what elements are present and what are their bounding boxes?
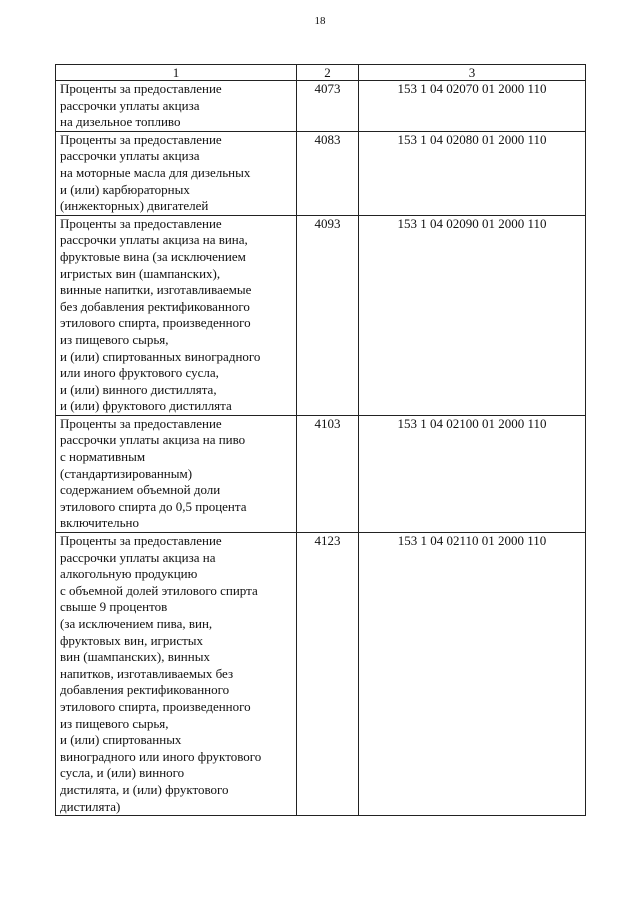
code-cell: 4103 xyxy=(297,415,359,532)
income-name-line: алкогольную продукцию xyxy=(60,566,198,582)
income-name-line: фруктовых вин, игристых xyxy=(60,632,204,648)
income-name-line: фруктовые вина (за исключением xyxy=(60,248,246,264)
income-name-line: этилового спирта, произведенного xyxy=(60,698,251,714)
income-name-line: из пищевого сырья, xyxy=(60,715,169,731)
income-name-line: и (или) фруктового дистиллята xyxy=(60,398,232,414)
table-row xyxy=(56,415,586,532)
table-row xyxy=(56,131,586,215)
income-name-line: дистилята) xyxy=(60,798,121,814)
income-name-line: (стандартизированным) xyxy=(60,465,193,481)
income-name-line: (инжекторных) двигателей xyxy=(60,198,209,214)
column-header-3: 3 xyxy=(359,65,586,81)
table-row xyxy=(56,215,586,415)
page-number: 18 xyxy=(314,15,326,27)
budget-classification-code-cell: 153 1 04 02100 01 2000 110 xyxy=(359,415,586,532)
income-name-cell xyxy=(56,415,297,532)
income-name-line: рассрочки уплаты акциза xyxy=(60,97,200,113)
income-name-line: на моторные масла для дизельных xyxy=(60,164,251,180)
income-name-line: без добавления ректификованного xyxy=(60,298,250,314)
income-name-line: Проценты за предоставление xyxy=(60,415,222,431)
income-name-line: рассрочки уплаты акциза на вина, xyxy=(60,232,248,248)
column-header-2: 2 xyxy=(297,65,359,81)
income-name-line: напитков, изготавливаемых без xyxy=(60,665,234,681)
income-name-cell xyxy=(56,81,297,132)
code-cell: 4123 xyxy=(297,533,359,816)
budget-code-table xyxy=(55,64,586,816)
income-name-line: рассрочки уплаты акциза на xyxy=(60,549,216,565)
budget-classification-code-cell: 153 1 04 02110 01 2000 110 xyxy=(359,533,586,816)
income-name-line: с нормативным xyxy=(60,449,146,465)
income-name-line: с объемной долей этилового спирта xyxy=(60,582,258,598)
income-name-line: содержанием объемной доли xyxy=(60,482,221,498)
income-name-line: вин (шампанских), винных xyxy=(60,649,210,665)
income-name-line: Проценты за предоставление xyxy=(60,533,222,549)
income-name-line: и (или) спиртованных виноградного xyxy=(60,348,261,364)
income-name-cell xyxy=(56,131,297,215)
income-name-line: винные напитки, изготавливаемые xyxy=(60,282,252,298)
income-name-line: сусла, и (или) винного xyxy=(60,765,185,781)
income-name-line: игристых вин (шампанских), xyxy=(60,265,221,281)
income-name-line: из пищевого сырья, xyxy=(60,331,169,347)
income-name-cell xyxy=(56,215,297,415)
income-name-line: и (или) карбюраторных xyxy=(60,181,190,197)
income-name-line: или иного фруктового сусла, xyxy=(60,365,219,381)
income-name-line: (за исключением пива, вин, xyxy=(60,616,213,631)
income-name-line: Проценты за предоставление xyxy=(60,131,222,147)
budget-classification-code-cell: 153 1 04 02090 01 2000 110 xyxy=(359,215,586,415)
income-name-line: Проценты за предоставление xyxy=(60,215,222,231)
income-name-line: и (или) винного дистиллята, xyxy=(60,381,217,397)
budget-classification-code-cell: 153 1 04 02080 01 2000 110 xyxy=(359,131,586,215)
income-name-line: дистилята, и (или) фруктового xyxy=(60,781,229,797)
income-name-line: Проценты за предоставление xyxy=(60,81,222,96)
income-name-line: добавления ректификованного xyxy=(60,682,230,698)
code-cell: 4083 xyxy=(297,131,359,215)
income-name-line: включительно xyxy=(60,515,139,531)
income-name-line: виноградного или иного фруктового xyxy=(60,748,262,764)
income-name-line: этилового спирта, произведенного xyxy=(60,315,251,331)
table-row xyxy=(56,533,586,816)
income-name-line: на дизельное топливо xyxy=(60,114,181,130)
income-name-line: рассрочки уплаты акциза xyxy=(60,148,200,164)
code-cell: 4073 xyxy=(297,81,359,132)
income-name-line: и (или) спиртованных xyxy=(60,732,182,748)
income-name-line: свыше 9 процентов xyxy=(60,599,168,615)
code-cell: 4093 xyxy=(297,215,359,415)
header-row xyxy=(56,65,586,81)
column-header-1: 1 xyxy=(56,65,297,81)
budget-classification-code-cell: 153 1 04 02070 01 2000 110 xyxy=(359,81,586,132)
income-name-line: рассрочки уплаты акциза на пиво xyxy=(60,432,246,448)
table-row xyxy=(56,81,586,132)
income-name-cell xyxy=(56,533,297,816)
income-name-line: этилового спирта до 0,5 процента xyxy=(60,498,247,514)
